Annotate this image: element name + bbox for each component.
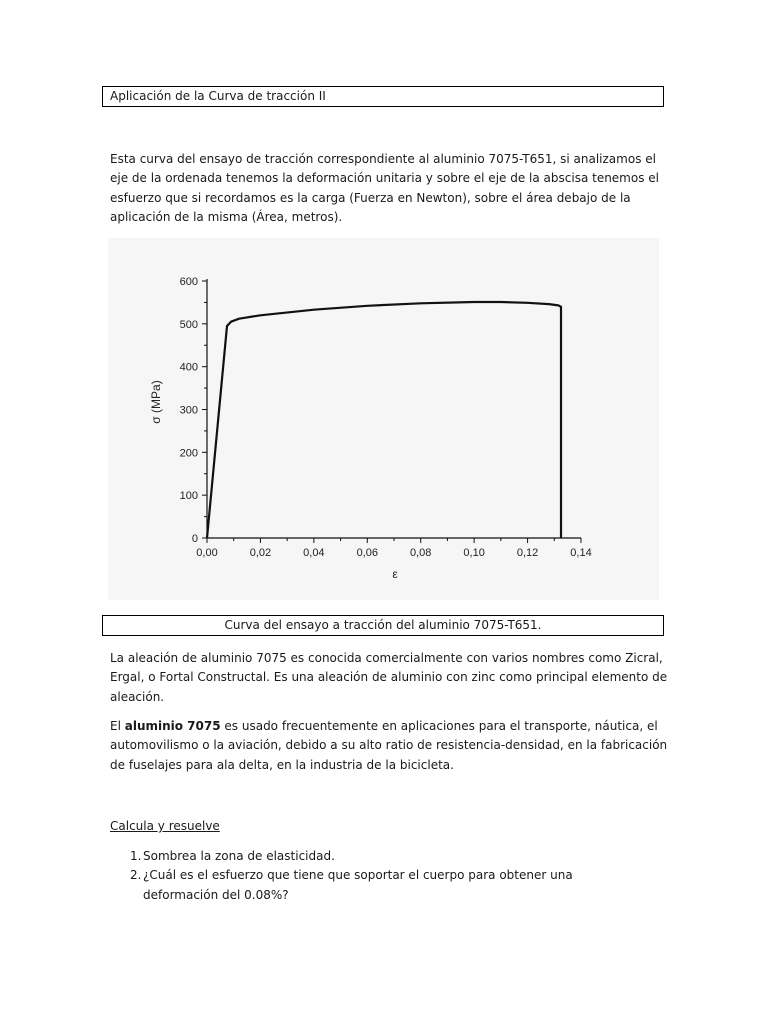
question-text: Sombrea la zona de elasticidad. — [143, 849, 335, 863]
x-axis — [196, 538, 591, 559]
y-tick-label: 100 — [179, 490, 198, 503]
x-tick-label: 0,10 — [463, 547, 485, 559]
page-title: Aplicación de la Curva de tracción II — [110, 89, 326, 103]
y-tick-label: 400 — [179, 361, 198, 374]
question-list — [110, 847, 650, 905]
question-item — [110, 847, 650, 866]
stress-strain-curve — [207, 302, 561, 538]
x-tick-label: 0,04 — [303, 547, 325, 559]
usage-paragraph — [110, 717, 670, 775]
question-text: ¿Cuál es el esfuerzo que tiene que soportar el cuerpo para obtener una deformación del 0.08%? — [143, 868, 573, 902]
caption-box — [102, 615, 664, 636]
section-title: Calcula y resuelve — [110, 819, 220, 833]
usage-rest: es usado frecuentemente en aplicaciones para el transporte, náutica, el automovilismo o la aviación, debido a su alto ratio de resistencia-densidad, en la fabricación de fuselajes para ala delta, en la industria de la bicicleta. — [110, 719, 668, 772]
y-axis-title: σ (MPa) — [149, 380, 163, 424]
title-box — [102, 86, 664, 107]
usage-bold-term: aluminio 7075 — [124, 719, 221, 733]
question-number: 1. — [130, 849, 142, 863]
usage-lead: El — [110, 719, 125, 733]
y-axis — [180, 276, 207, 545]
alloy-paragraph: La aleación de aluminio 7075 es conocida comercialmente con varios nombres como Zicral, Ergal, o Fortal Constructal. Es una aleación de aluminio con zinc como principal elemento de aleación. — [110, 651, 668, 704]
question-number: 2. — [130, 868, 142, 883]
x-tick-label: 0,00 — [196, 547, 218, 559]
y-tick-label: 600 — [179, 276, 198, 288]
figure-caption: Curva del ensayo a tracción del aluminio 7075-T651. — [224, 618, 542, 632]
x-axis-title: ε — [392, 567, 398, 581]
y-tick-label: 200 — [179, 447, 198, 460]
chart-svg — [108, 238, 659, 600]
y-tick-label: 0 — [191, 533, 198, 545]
x-tick-label: 0,06 — [356, 547, 378, 559]
stress-strain-chart — [108, 238, 659, 600]
y-tick-label: 300 — [179, 404, 198, 417]
y-tick-label: 500 — [179, 318, 198, 331]
question-item — [110, 866, 650, 905]
x-tick-label: 0,14 — [570, 547, 592, 559]
x-tick-label: 0,02 — [249, 547, 272, 559]
x-tick-label: 0,12 — [516, 547, 539, 559]
x-tick-label: 0,08 — [410, 547, 432, 559]
intro-paragraph: Esta curva del ensayo de tracción correspondiente al aluminio 7075-T651, si analizamos el eje de la ordenada tenemos la deformación unitaria y sobre el eje de la abscisa tenemos el esfuerzo que si recordamos es la carga (Fuerza en Newton), sobre el área debajo de la aplicación de la misma (Área, metros). — [110, 152, 659, 224]
